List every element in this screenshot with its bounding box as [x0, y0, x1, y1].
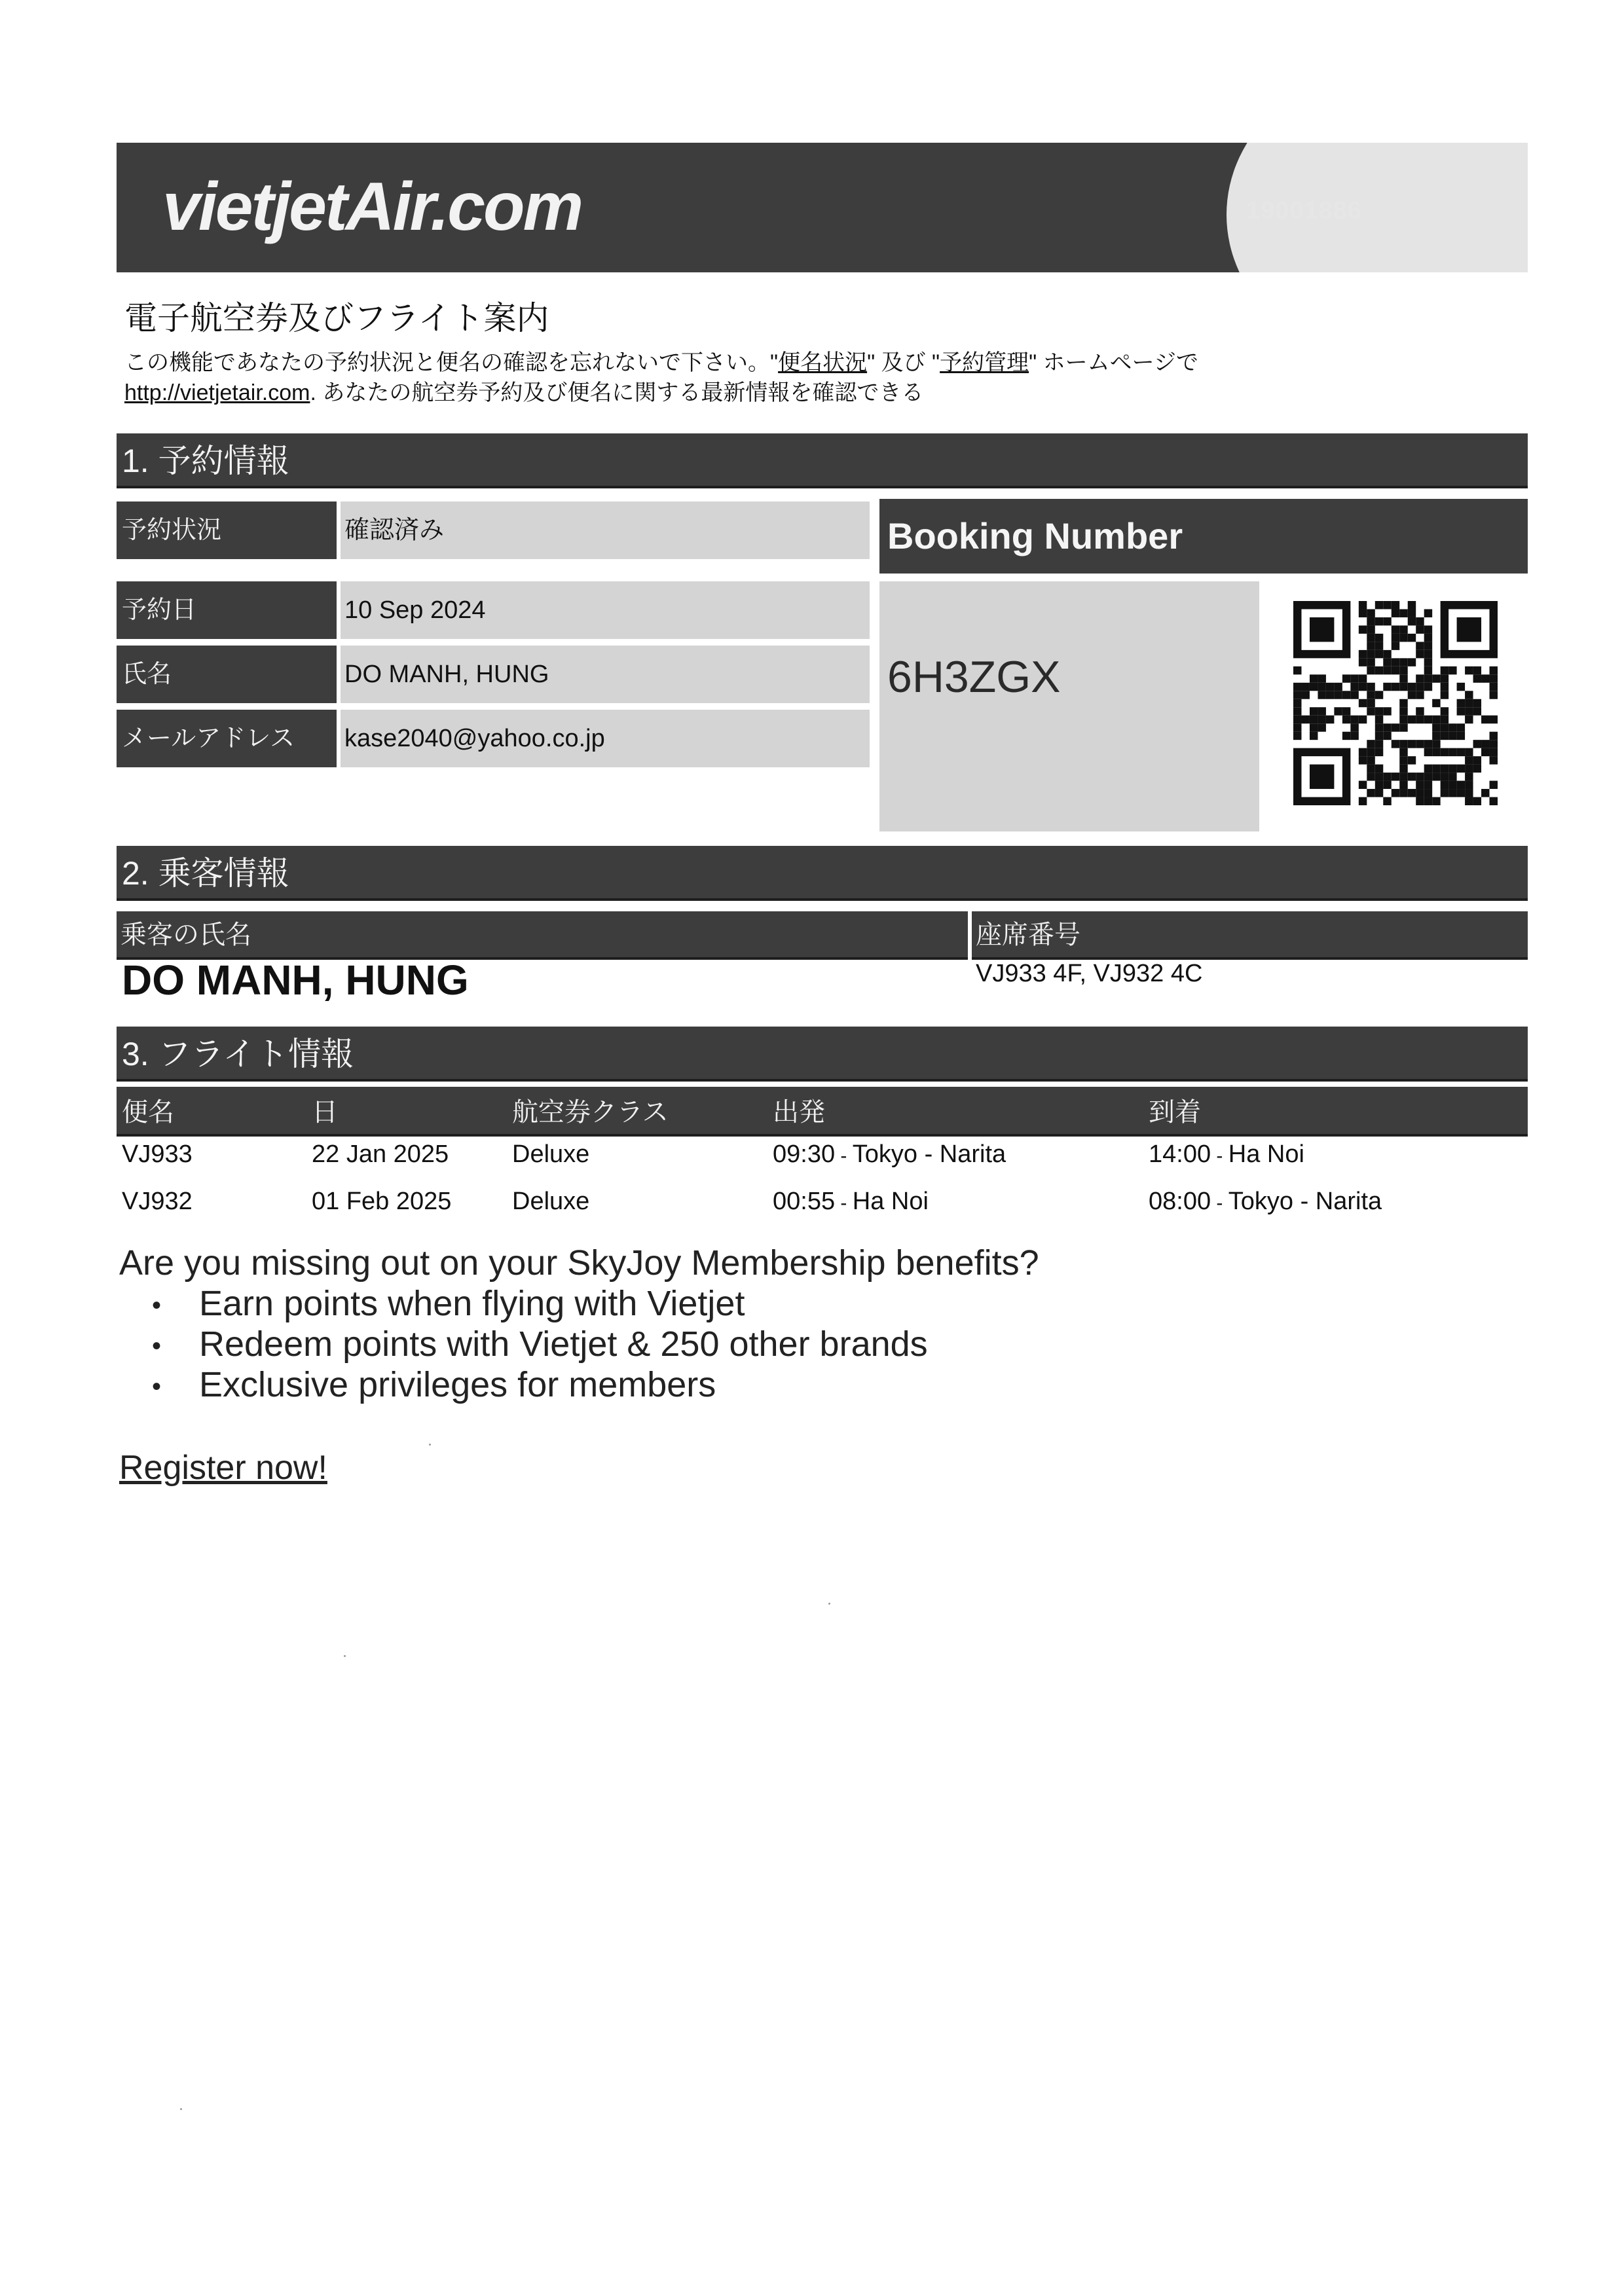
flight-section-header: 3. フライト情報	[117, 1027, 1528, 1082]
arrival-time: 08:00	[1149, 1188, 1211, 1215]
qr-code	[1293, 601, 1498, 805]
value-email: kase2040@yahoo.co.jp	[341, 710, 870, 767]
flight-arrival: 14:00 - Ha Noi	[1149, 1140, 1304, 1168]
benefit-item	[152, 1364, 716, 1405]
manage-booking-link[interactable]: 予約管理	[940, 350, 1029, 375]
scan-speck	[429, 1444, 431, 1446]
flight-departure: 09:30 - Tokyo - Narita	[773, 1140, 1006, 1168]
intro-text: この機能であなたの予約状況と便名の確認を忘れないで下さい。"	[124, 350, 779, 375]
benefit-text: Earn points when flying with Vietjet	[199, 1284, 745, 1323]
value-booking-status: 確認済み	[341, 501, 870, 559]
promo-question: Are you missing out on your SkyJoy Membership benefits?	[119, 1243, 1039, 1283]
flight-class: Deluxe	[512, 1188, 590, 1215]
arrival-place: Tokyo - Narita	[1228, 1188, 1382, 1215]
flight-number: VJ933	[122, 1140, 193, 1168]
intro-text: " ホームページで	[1029, 350, 1198, 375]
benefit-text: Exclusive privileges for members	[199, 1365, 716, 1404]
departure-time: 09:30	[773, 1140, 836, 1168]
bullet-icon: •	[152, 1291, 162, 1321]
label-email: メールアドレス	[117, 710, 337, 767]
passenger-name-header: 乗客の氏名	[117, 911, 968, 960]
intro-text: " 及び "	[867, 350, 940, 375]
hotline-number: 19001886	[1246, 197, 1363, 225]
bullet-icon: •	[152, 1372, 162, 1402]
flight-class: Deluxe	[512, 1140, 590, 1168]
scan-speck	[828, 1603, 830, 1605]
arrival-time: 14:00	[1149, 1140, 1211, 1168]
flight-date: 01 Feb 2025	[312, 1188, 452, 1215]
col-class: 航空券クラス	[512, 1098, 669, 1127]
scan-speck	[344, 1655, 346, 1657]
passenger-section-header: 2. 乗客情報	[117, 846, 1528, 901]
col-departure: 出発	[773, 1098, 825, 1127]
benefit-item	[152, 1324, 928, 1364]
booking-number-header: Booking Number	[879, 499, 1528, 574]
bullet-icon: •	[152, 1332, 162, 1361]
departure-time: 00:55	[773, 1188, 836, 1215]
passenger-name: DO MANH, HUNG	[122, 957, 469, 1004]
value-booking-date: 10 Sep 2024	[341, 581, 870, 639]
benefit-text: Redeem points with Vietjet & 250 other brands	[199, 1324, 928, 1364]
seat-numbers: VJ933 4F, VJ932 4C	[976, 960, 1203, 987]
flight-arrival: 08:00 - Tokyo - Narita	[1149, 1188, 1382, 1215]
flight-departure: 00:55 - Ha Noi	[773, 1188, 929, 1215]
flight-number: VJ932	[122, 1188, 193, 1215]
col-date: 日	[312, 1098, 338, 1127]
booking-section-header: 1. 予約情報	[117, 433, 1528, 488]
intro-line-1	[124, 344, 1198, 376]
value-name: DO MANH, HUNG	[341, 646, 870, 703]
label-booking-date: 予約日	[117, 581, 337, 639]
departure-place: Tokyo - Narita	[852, 1140, 1006, 1168]
flight-status-link[interactable]: 便名状況	[778, 350, 868, 375]
benefit-item	[152, 1283, 745, 1324]
label-name: 氏名	[117, 646, 337, 703]
header-banner	[117, 143, 1528, 272]
col-flight: 便名	[122, 1098, 174, 1127]
scan-speck	[180, 2108, 182, 2110]
flight-date: 22 Jan 2025	[312, 1140, 449, 1168]
label-booking-status: 予約状況	[117, 501, 337, 559]
website-link[interactable]: http://vietjetair.com	[124, 380, 310, 405]
booking-number-box	[879, 581, 1259, 831]
document-title: 電子航空券及びフライト案内	[124, 300, 549, 337]
intro-line-2	[124, 374, 923, 407]
vietjet-logo: vietjetAir.com	[162, 169, 582, 245]
arrival-place: Ha Noi	[1228, 1140, 1304, 1168]
intro-text: . あなたの航空券予約及び便名に関する最新情報を確認できる	[310, 380, 924, 405]
booking-number: 6H3ZGX	[887, 652, 1061, 702]
seat-number-header: 座席番号	[972, 911, 1528, 960]
col-arrival: 到着	[1149, 1098, 1201, 1127]
departure-place: Ha Noi	[852, 1188, 929, 1215]
register-now-link[interactable]: Register now!	[119, 1449, 327, 1487]
